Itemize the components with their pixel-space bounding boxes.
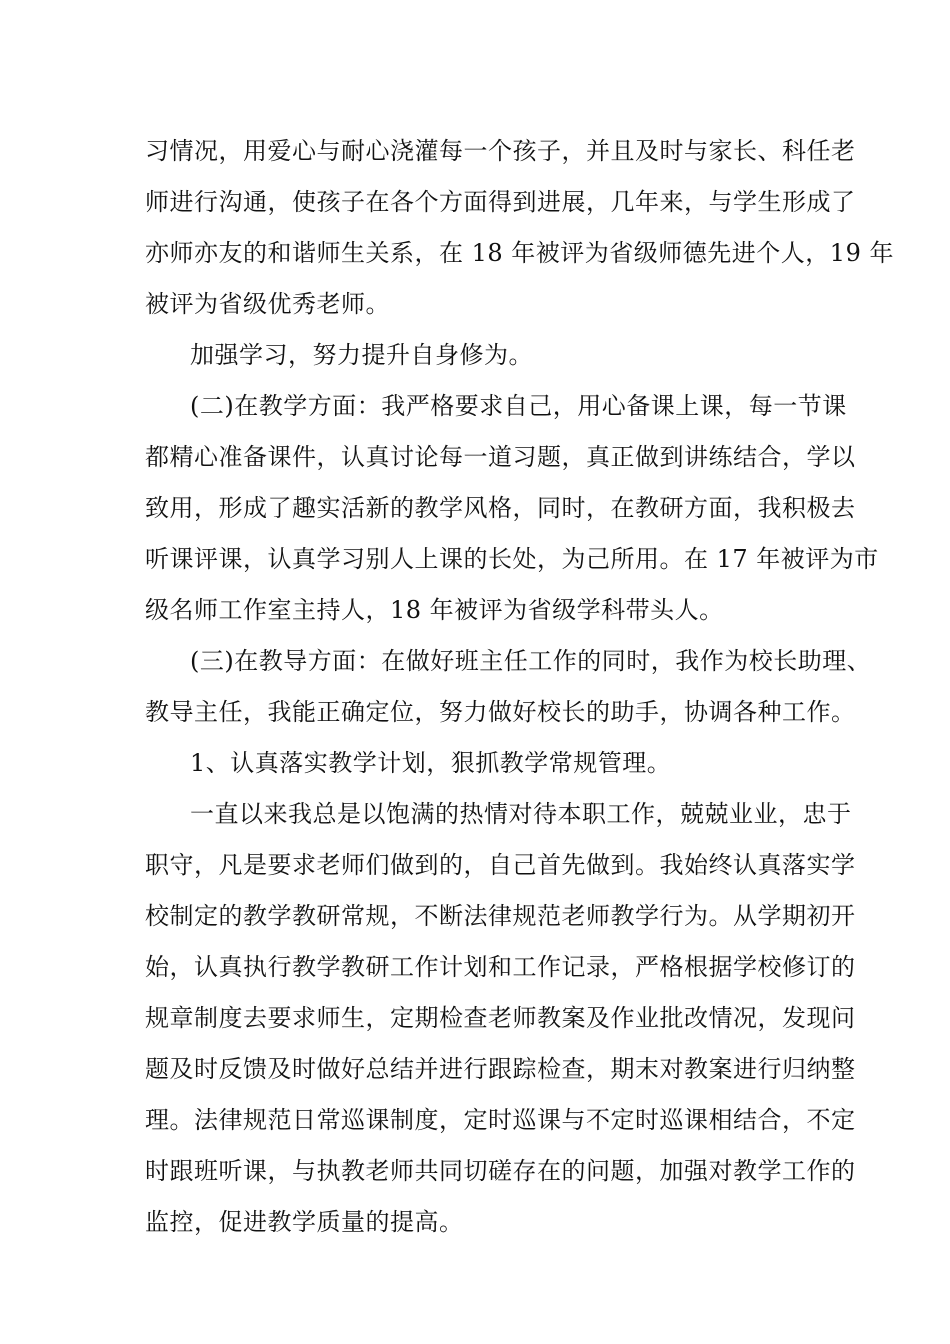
text-line: 亦师亦友的和谐师生关系，在 18 年被评为省级师德先进个人，19 年 — [145, 239, 894, 267]
text-line: 职守，凡是要求老师们做到的，自己首先做到。我始终认真落实学 — [145, 851, 856, 879]
text-line: 校制定的教学教研常规，不断法律规范老师教学行为。从学期初开 — [145, 902, 856, 930]
text-line: (三)在教导方面：在做好班主任工作的同时，我作为校长助理、 — [190, 647, 872, 675]
text-line: 都精心准备课件，认真讨论每一道习题，真正做到讲练结合，学以 — [145, 443, 856, 471]
text-line: (二)在教学方面：我严格要求自己，用心备课上课，每一节课 — [190, 392, 847, 420]
text-line: 听课评课，认真学习别人上课的长处，为己所用。在 17 年被评为市 — [145, 545, 879, 573]
text-line: 始，认真执行教学教研工作计划和工作记录，严格根据学校修订的 — [145, 953, 856, 981]
text-line: 被评为省级优秀老师。 — [145, 290, 390, 318]
text-line: 题及时反馈及时做好总结并进行跟踪检查，期末对教案进行归纳整 — [145, 1055, 856, 1083]
paragraph-heading: 加强学习，努力提升自身修为。 — [190, 341, 533, 369]
text-line: 级名师工作室主持人，18 年被评为省级学科带头人。 — [145, 596, 724, 624]
text-line: 习情况，用爱心与耐心浇灌每一个孩子，并且及时与家长、科任老 — [145, 137, 856, 165]
paragraph-heading: 1、认真落实教学计划，狠抓教学常规管理。 — [190, 749, 672, 777]
text-line: 监控，促进教学质量的提高。 — [145, 1208, 464, 1236]
text-line: 时跟班听课，与执教老师共同切磋存在的问题，加强对教学工作的 — [145, 1157, 856, 1185]
text-line: 规章制度去要求师生，定期检查老师教案及作业批改情况，发现问 — [145, 1004, 856, 1032]
text-line: 师进行沟通，使孩子在各个方面得到进展，几年来，与学生形成了 — [145, 188, 856, 216]
text-line: 理。法律规范日常巡课制度，定时巡课与不定时巡课相结合，不定 — [145, 1106, 856, 1134]
text-line: 致用，形成了趣实活新的教学风格，同时，在教研方面，我积极去 — [145, 494, 856, 522]
text-line: 教导主任，我能正确定位，努力做好校长的助手，协调各种工作。 — [145, 698, 856, 726]
text-line: 一直以来我总是以饱满的热情对待本职工作，兢兢业业，忠于 — [190, 800, 852, 828]
